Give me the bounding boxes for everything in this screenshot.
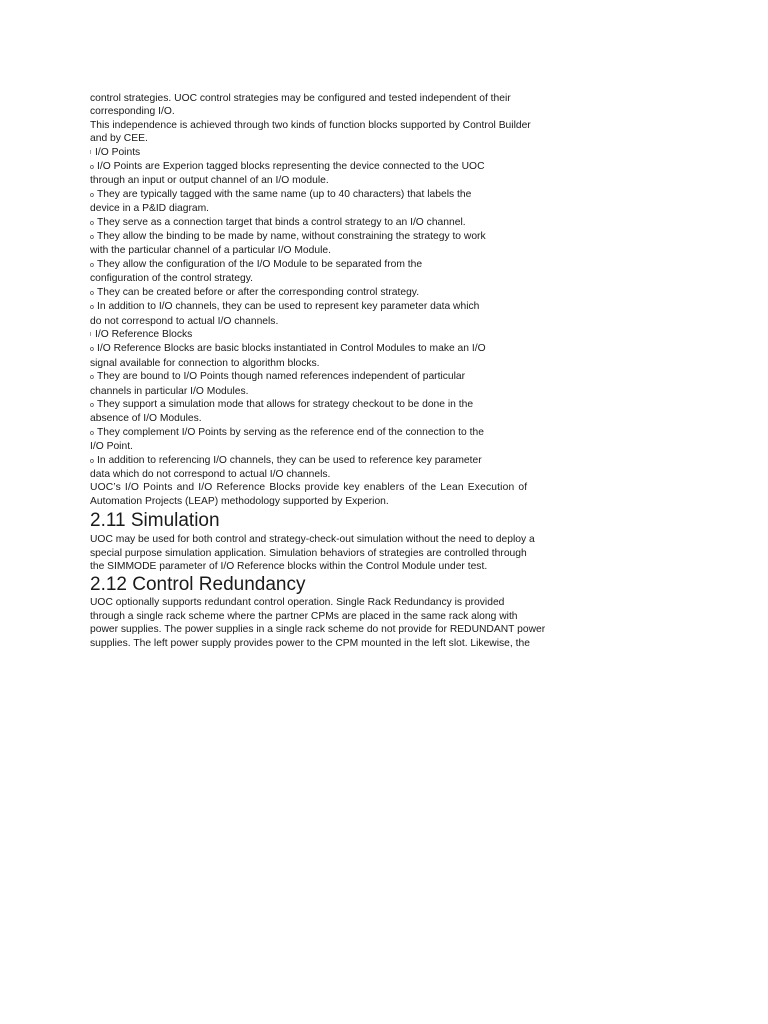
redundancy-paragraph: [90, 596, 590, 650]
text-line: through a single rack scheme where the partner CPMs are placed in the same rack along with: [90, 610, 518, 622]
section-item-label: I/O Points: [95, 146, 141, 158]
text-line: special purpose simulation application. Simulation behaviors of strategies are controlled through: [90, 547, 527, 559]
io-reference-blocks-section: [90, 328, 590, 481]
text-line: supplies. The left power supply provides power to the CPM mounted in the left slot. Likewise, the: [90, 637, 530, 649]
list-item: o They are bound to I/O Points though named references independent of particular: [90, 370, 590, 384]
section-heading-control-redundancy: 2.12 Control Redundancy: [90, 574, 306, 596]
bullet-icon: o: [90, 261, 94, 269]
text-line: UOC’s I/O Points and I/O Reference Blocks provide key enablers of the Lean Execution of: [90, 482, 528, 494]
io-points-section: [90, 146, 590, 328]
list-item-continuation: absence of I/O Modules.: [90, 413, 202, 425]
bullet-icon: o: [90, 289, 94, 297]
list-item: o I/O Reference Blocks are basic blocks instantiated in Control Modules to make an I/O: [90, 342, 590, 356]
text-line: Automation Projects (LEAP) methodology supported by Experion.: [90, 495, 389, 507]
bullet-icon: o: [90, 164, 94, 172]
simulation-paragraph: [90, 533, 590, 573]
list-item: o In addition to I/O channels, they can be used to represent key parameter data which: [90, 300, 590, 314]
bullet-icon: o: [90, 191, 94, 199]
bullet-icon: o: [90, 457, 94, 465]
list-marker-icon: l: [90, 331, 92, 338]
list-item-continuation: data which do not correspond to actual I/O channels.: [90, 468, 331, 480]
section-item-io-points: [90, 146, 590, 160]
list-item-continuation: with the particular channel of a particular I/O Module.: [90, 245, 331, 257]
bullet-icon: o: [90, 234, 94, 242]
list-item: o They allow the configuration of the I/O Module to be separated from the: [90, 258, 590, 272]
section-heading-simulation: 2.11 Simulation: [90, 510, 220, 532]
list-item-continuation: through an input or output channel of an I/O module.: [90, 175, 329, 187]
section-item-io-reference-blocks: [90, 328, 590, 342]
list-item-continuation: do not correspond to actual I/O channels.: [90, 315, 279, 327]
list-item: o I/O Points are Experion tagged blocks representing the device connected to the UOC: [90, 160, 590, 174]
list-item-continuation: device in a P&ID diagram.: [90, 203, 210, 215]
list-item: o They serve as a connection target that binds a control strategy to an I/O channel.: [90, 216, 590, 230]
list-item: o They are typically tagged with the same name (up to 40 characters) that labels the: [90, 188, 590, 202]
text-line: control strategies. UOC control strategies may be configured and tested independent of their: [90, 93, 511, 104]
text-line: UOC optionally supports redundant control operation. Single Rack Redundancy is provided: [90, 597, 505, 609]
text-line: power supplies. The power supplies in a single rack scheme do not provide for REDUNDANT power: [90, 624, 546, 636]
list-item: o They allow the binding to be made by name, without constraining the strategy to work: [90, 230, 590, 244]
bullet-icon: o: [90, 219, 94, 227]
bullet-icon: o: [90, 346, 94, 354]
text-line: This independence is achieved through two kinds of function blocks supported by Control Builder: [90, 119, 531, 131]
document-page: [90, 92, 590, 650]
leap-paragraph: [90, 481, 590, 508]
text-line: corresponding I/O.: [90, 106, 175, 118]
text-line: and by CEE.: [90, 133, 148, 145]
list-item: o They complement I/O Points by serving as the reference end of the connection to the: [90, 426, 590, 440]
list-item-continuation: signal available for connection to algorithm blocks.: [90, 357, 320, 369]
text-line: the SIMMODE parameter of I/O Reference blocks within the Control Module under test.: [90, 561, 488, 572]
list-marker-icon: l: [90, 149, 92, 156]
list-item: o In addition to referencing I/O channels, they can be used to reference key parameter: [90, 454, 590, 468]
section-item-label: I/O Reference Blocks: [95, 328, 193, 340]
list-item: o They can be created before or after the corresponding control strategy.: [90, 286, 590, 300]
list-item-continuation: channels in particular I/O Modules.: [90, 385, 249, 397]
bullet-icon: o: [90, 401, 94, 409]
bullet-icon: o: [90, 304, 94, 312]
bullet-icon: o: [90, 374, 94, 382]
bullet-icon: o: [90, 429, 94, 437]
intro-paragraph: [90, 92, 590, 146]
list-item-continuation: I/O Point.: [90, 441, 133, 453]
text-line: UOC may be used for both control and strategy-check-out simulation without the need to deploy a: [90, 534, 535, 546]
list-item: o They support a simulation mode that allows for strategy checkout to be done in the: [90, 398, 590, 412]
list-item-continuation: configuration of the control strategy.: [90, 273, 253, 285]
